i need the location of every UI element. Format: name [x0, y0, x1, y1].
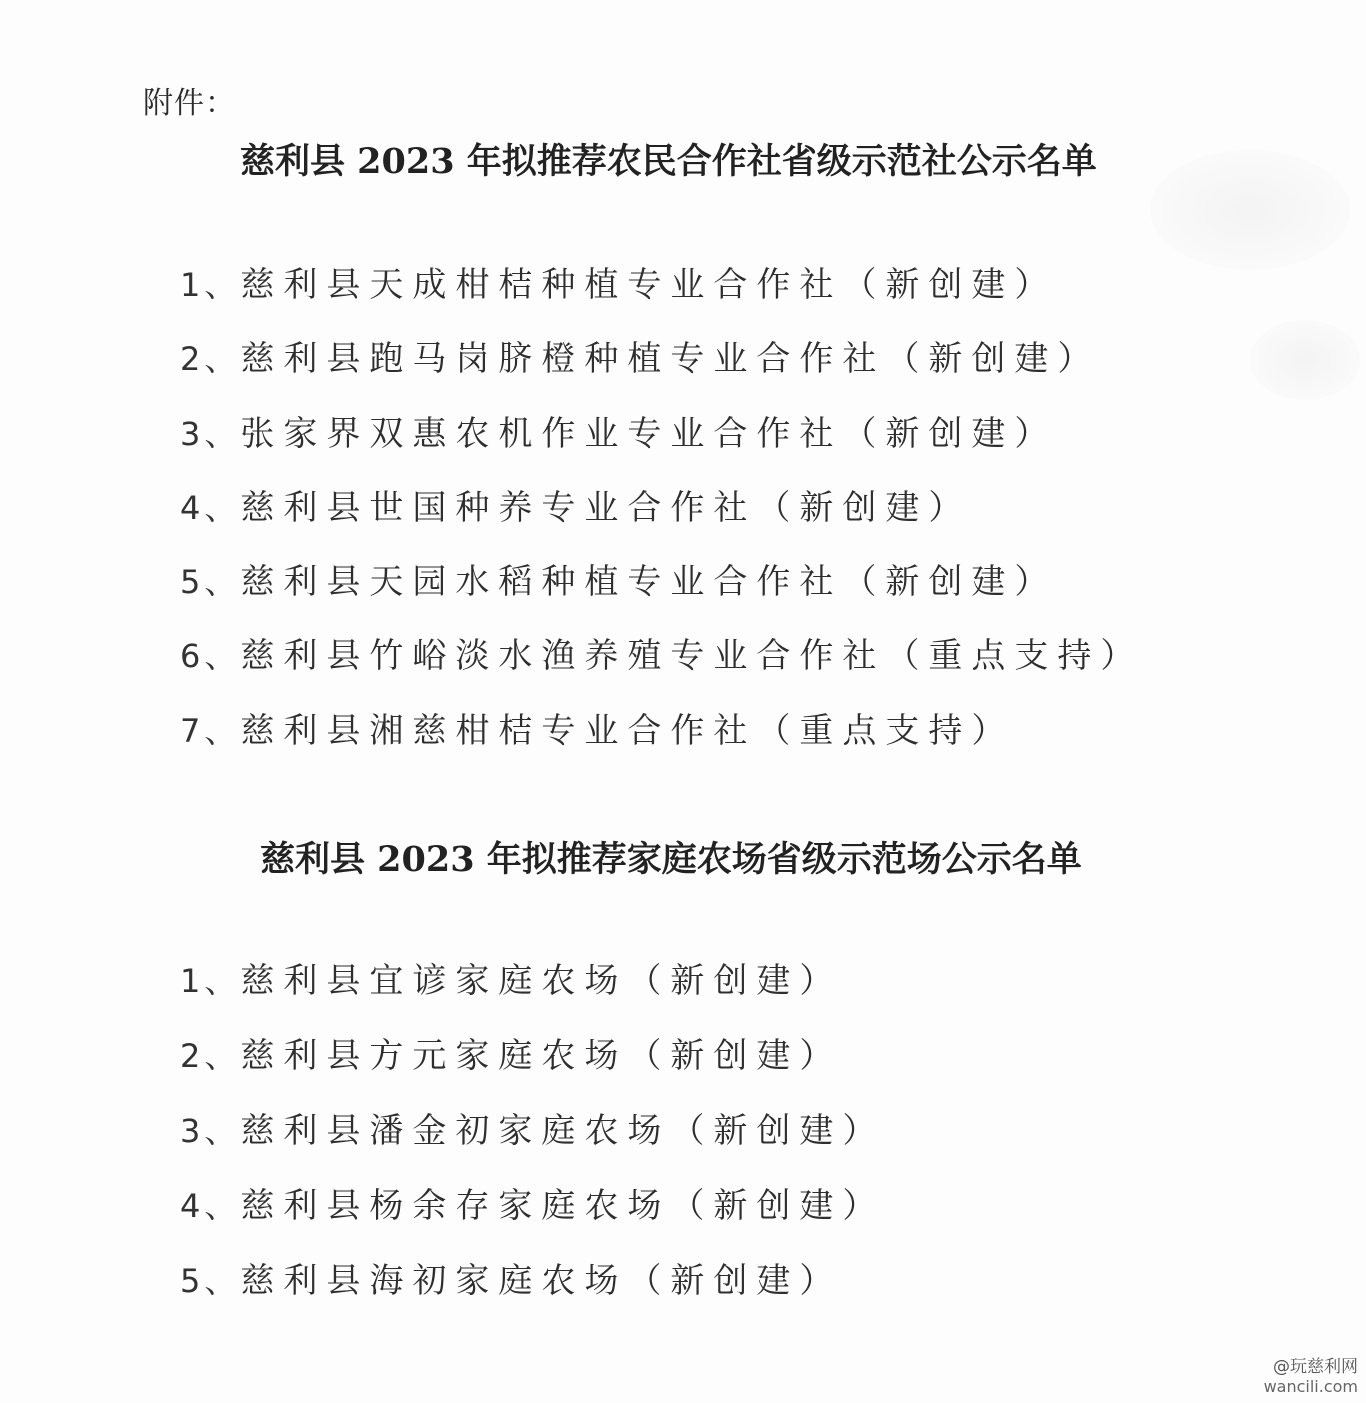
item-number: 6、	[180, 637, 241, 676]
item-number: 4、	[180, 1187, 241, 1225]
watermark-site-url: wancili.com	[1263, 1377, 1358, 1396]
item-text: 慈利县潘金初家庭农场（新创建）	[240, 1111, 886, 1151]
list-item	[180, 708, 1143, 782]
list-item	[180, 1183, 885, 1258]
item-number: 5、	[180, 563, 241, 602]
list-item	[180, 262, 1143, 336]
watermark-site-name: @玩慈利网	[1273, 1357, 1358, 1377]
item-text: 慈利县海初家庭农场（新创建）	[240, 1261, 843, 1301]
item-text: 慈利县方元家庭农场（新创建）	[240, 1036, 843, 1076]
item-text: 张家界双惠农机作业专业合作社（新创建）	[240, 413, 1058, 454]
item-number: 1、	[180, 266, 241, 304]
cooperatives-section-title: 慈利县 2023 年拟推荐农民合作社省级示范社公示名单	[240, 141, 1097, 182]
item-number: 7、	[180, 711, 241, 750]
item-number: 2、	[180, 340, 241, 379]
item-text: 慈利县湘慈柑桔专业合作社（重点支持）	[240, 710, 1015, 751]
item-text: 慈利县天成柑桔种植专业合作社（新创建）	[240, 265, 1058, 305]
list-item	[180, 336, 1143, 410]
list-item	[180, 485, 1143, 559]
item-text: 慈利县世国种养专业合作社（新创建）	[240, 487, 972, 528]
item-number: 3、	[180, 414, 241, 453]
item-number: 5、	[180, 1262, 241, 1300]
list-item	[180, 1108, 885, 1183]
item-number: 4、	[180, 488, 241, 527]
list-item	[180, 1258, 885, 1333]
attachment-label: 附件：	[143, 86, 236, 121]
cooperatives-list	[180, 262, 1143, 782]
scan-smudge	[1150, 150, 1350, 270]
item-number: 3、	[180, 1112, 241, 1150]
item-number: 1、	[180, 962, 241, 1000]
family-farms-section-title: 慈利县 2023 年拟推荐家庭农场省级示范场公示名单	[260, 839, 1082, 880]
list-item	[180, 633, 1143, 707]
site-watermark	[1264, 1357, 1358, 1397]
list-item	[180, 411, 1143, 485]
item-text: 慈利县宜谚家庭农场（新创建）	[240, 961, 843, 1001]
item-text: 慈利县天园水稻种植专业合作社（新创建）	[240, 562, 1058, 603]
scan-smudge	[1250, 320, 1360, 400]
item-number: 2、	[180, 1037, 241, 1075]
family-farms-list	[180, 958, 885, 1333]
item-text: 慈利县杨余存家庭农场（新创建）	[240, 1186, 886, 1226]
item-text: 慈利县竹峪淡水渔养殖专业合作社（重点支持）	[240, 636, 1144, 677]
list-item	[180, 958, 885, 1033]
item-text: 慈利县跑马岗脐橙种植专业合作社（新创建）	[240, 339, 1101, 380]
list-item	[180, 1033, 885, 1108]
list-item	[180, 559, 1143, 633]
